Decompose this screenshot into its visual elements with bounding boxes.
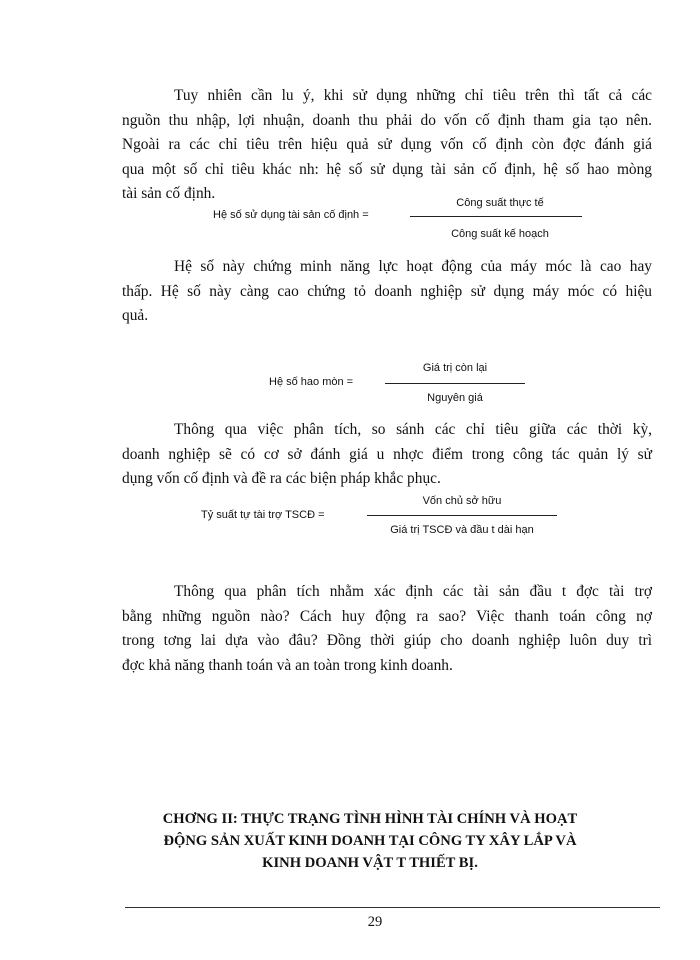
formula-numerator: Giá trị còn lại: [422, 362, 488, 374]
text-line: tài sản cố định.: [122, 185, 216, 202]
chapter-heading-line: ĐỘNG SẢN XUẤT KINH DOANH TẠI CÔNG TY XÂY LẮP VÀ: [163, 833, 577, 849]
chapter-heading: [100, 808, 640, 874]
text-line: Hệ số này chứng minh năng lực hoạt động của máy móc là cao hay: [174, 258, 652, 275]
formula-denominator: Giá trị TSCĐ và đầu t dài hạn: [390, 524, 534, 536]
paragraph-3: [122, 418, 652, 492]
formula-lhs: Hệ số hao mòn =: [269, 376, 354, 388]
paragraph-4: [122, 580, 652, 678]
text-line: đợc khả năng thanh toán và an toàn trong kinh doanh.: [122, 656, 453, 674]
text-line: nguồn thu nhập, lợi nhuận, doanh thu phải do vốn cố định tham gia tạo nên.: [122, 111, 652, 129]
text-line: qua một số chỉ tiêu khác nh: hệ số sử dụng tài sản cố định, hệ số hao mòng: [122, 160, 652, 178]
text-line: thấp. Hệ số này càng cao chứng tỏ doanh nghiệp sử dụng máy móc có hiệu: [122, 282, 652, 300]
formula-numerator: Vốn chủ sở hữu: [422, 495, 502, 507]
text-line: quả.: [122, 307, 149, 324]
fraction-bar: [367, 515, 557, 516]
formula-denominator: Nguyên giá: [427, 392, 483, 404]
fraction-bar: [410, 216, 582, 217]
text-line: dụng vốn cố định và đề ra các biện pháp khắc phục.: [122, 470, 441, 487]
chapter-heading-line: KINH DOANH VẬT T THIẾT BỊ.: [262, 855, 478, 871]
formula-denominator: Công suất kế hoạch: [451, 228, 549, 240]
text-line: trong tơng lai dựa vào đâu? Đồng thời giúp cho doanh nghiệp luôn duy trì: [122, 632, 652, 649]
page-number: 29: [367, 914, 383, 930]
text-line: Thông qua việc phân tích, so sánh các chỉ tiêu giữa các thời kỳ,: [174, 421, 652, 438]
text-line: Thông qua phân tích nhằm xác định các tài sản đầu t đợc tài trợ: [174, 583, 652, 600]
text-line: Tuy nhiên cần lu ý, khi sử dụng những chỉ tiêu trên thì tất cả các: [174, 87, 652, 104]
formula-lhs: Hệ số sử dụng tài sản cố định =: [213, 209, 369, 221]
text-line: bằng những nguồn nào? Cách huy động ra sao? Việc thanh toán công nợ: [122, 607, 652, 625]
text-line: Ngoài ra các chỉ tiêu trên hiệu quả sử dụng vốn cố định còn đợc đánh giá: [122, 136, 652, 153]
formula-numerator: Công suất thực tế: [456, 197, 544, 209]
paragraph-2: [122, 255, 652, 329]
fraction-bar: [385, 383, 525, 384]
formula-lhs: Tỷ suất tự tài trợ TSCĐ =: [201, 509, 325, 521]
footer-divider: [125, 907, 660, 908]
chapter-heading-line: CHƠNG II: THỰC TRẠNG TÌNH HÌNH TÀI CHÍNH VÀ HOẠT: [162, 811, 578, 827]
paragraph-1: [122, 84, 652, 207]
text-line: doanh nghiệp sẽ có cơ sở đánh giá u nhợc điểm trong công tác quản lý sử: [122, 445, 652, 463]
